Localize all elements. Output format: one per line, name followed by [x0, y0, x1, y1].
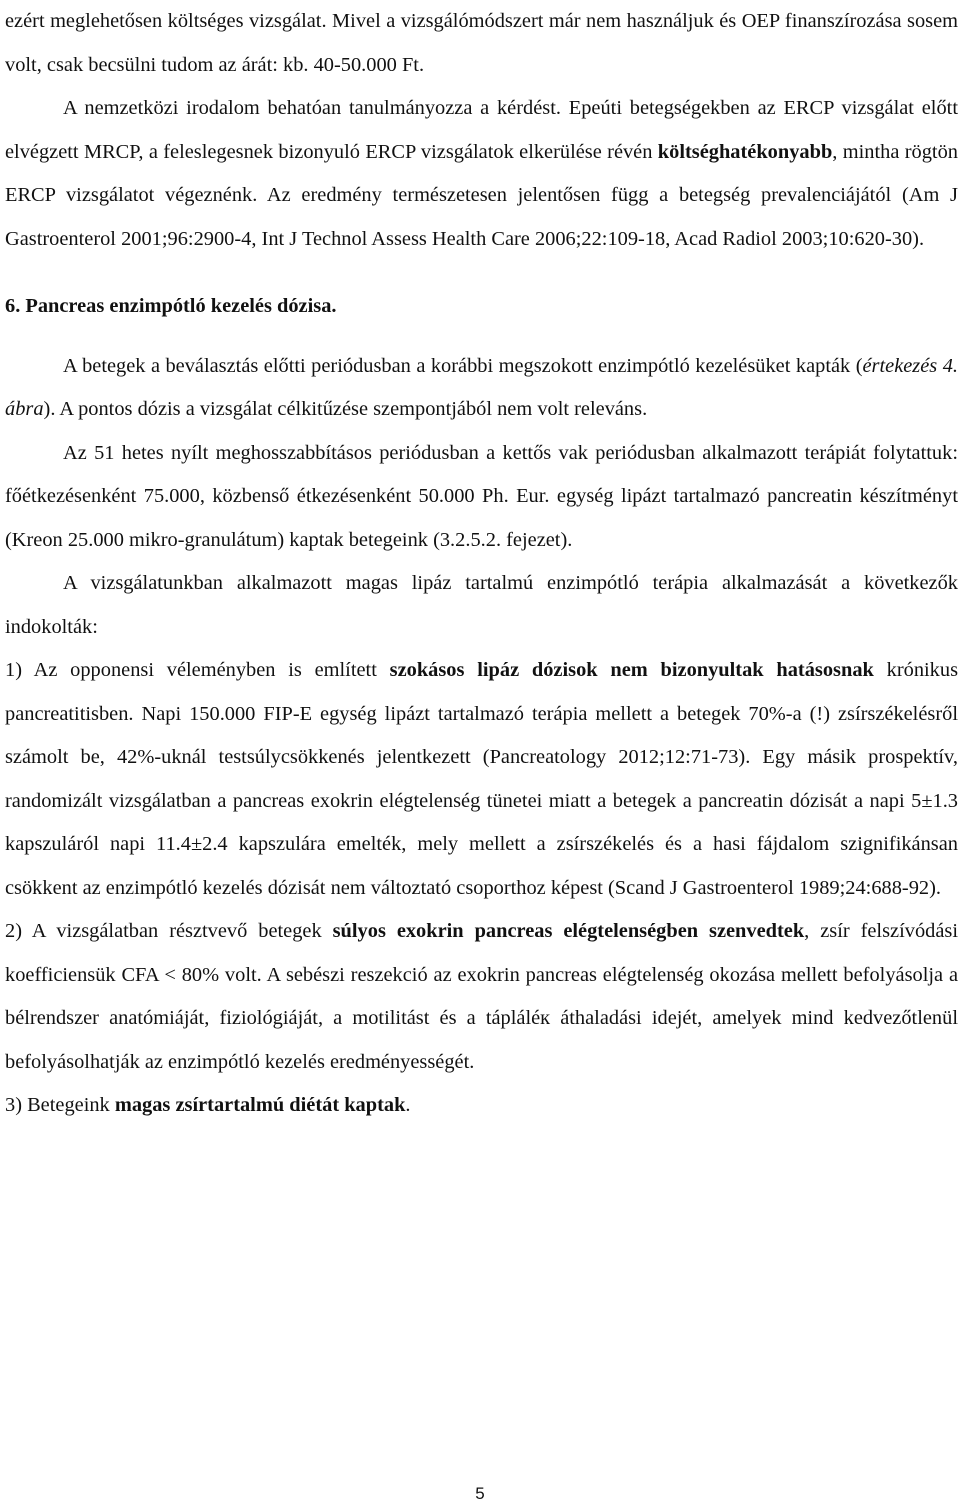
- paragraph-justification-intro: A vizsgálatunkban alkalmazott magas lipáz tartalmú enzimpótló terápia alkalmazását a következők indokolták:: [5, 572, 958, 638]
- paragraph-literature-bold: költséghatékonyabb: [657, 140, 833, 163]
- spacer: [5, 329, 958, 345]
- paragraph-reason-3-bold: magas zsírtartalmú diétát kaptak: [114, 1094, 406, 1116]
- page-number: 5: [475, 1484, 485, 1503]
- paragraph-prior-treatment-italic: értekezés 4. ábra: [5, 354, 958, 420]
- paragraph-prior-treatment-text-2: ). A pontos dózis a vizsgálat célkitűzése szempontjából nem volt releváns.: [43, 398, 648, 420]
- paragraph-reason-2: [5, 910, 958, 1084]
- paragraph-reason-3: [5, 1084, 958, 1128]
- paragraph-reason-2-bold: súlyos exokrin pancreas elégtelenségben szenvedtek: [332, 920, 805, 942]
- spacer: [5, 261, 958, 285]
- paragraph-reason-3-text-1: 3) Betegeink: [5, 1094, 115, 1116]
- paragraph-extension-period: Az 51 hetes nyílt meghosszabbításos periódusban a kettős vak periódusban alkalmazott terápiát folytattuk: főétkezésenként 75.000, közbenső étkezésenként 50.000 Ph. Eur. egység lipázt tartalmazó pancreatin készítményt (Kreon 25.000 mikro-granulátum) kaptak betegeink (3.2.5.2. fejezet).: [5, 441, 958, 551]
- paragraph-reason-1-bold: szokásos lipáz dózisok nem bizonyultak hatásosnak: [389, 659, 874, 681]
- section-heading: 6. Pancreas enzimpótló kezelés dózisa.: [5, 295, 337, 317]
- paragraph-literature-text-1: A nemzetközi irodalom behatóan tanulmányozza a kérdést. Epeúti betegségekben az ERCP vizsgálat előtt elvégzett MRCP, a feleslegesnek bizonyuló ERCP vizsgálatok elkerülése révén: [5, 97, 958, 163]
- paragraph-reason-3-text-2: .: [405, 1094, 411, 1116]
- paragraph-reason-2-text-1: 2) A vizsgálatban résztvevő betegek: [5, 920, 333, 942]
- paragraph-reason-1: [5, 649, 958, 910]
- paragraph-literature-text-2: , mintha rögtön ERCP vizsgálatot végeznénk. Az eredmény természetesen jelentősen függ a betegség prevalenciájától (Am J Gastroenterol 2001;96:2900-4, Int J Technol Assess Health Care 2006;22:109-18, Acad Radiol 2003;10:620-30).: [5, 140, 958, 250]
- paragraph-prior-treatment: [5, 345, 958, 432]
- paragraph-cost: ezért meglehetősen költséges vizsgálat. Mivel a vizsgálómódszert már nem használjuk és OEP finanszírozása sosem volt, csak becsülni tudom az árát: kb. 40-50.000 Ft.: [5, 10, 958, 76]
- paragraph-reason-1-text-2: krónikus pancreatitisben. Napi 150.000 FIP-E egység lipázt tartalmazó terápia mellett a betegek 70%-a (!) zsírszékelésről számolt be, 42%-uknál testsúlycsökkenés jelentkezett (Pancreatology 2012;12:71-73). Egy másik prospektív, randomizált vizsgálatban a pancreas exokrin elégtelenség tünetei miatt a betegek a pancreatin dózisát a napi 5±1.3 kapszuláról napi 11.4±2.4 kapszulára emelték, mely mellett a zsírszékelés és a hasi fájdalom szignifikánsan csökkent az enzimpótló kezelés dózisát nem változtató csoporthoz képest (Scand J Gastroenterol 1989;24:688-92).: [5, 659, 959, 899]
- paragraph-reason-2-text-2: , zsír felszívódási koefficiensük CFA < 80% volt. A sebészi reszekció az exokrin pancreas elégtelenség okozása mellett befolyásolja a bélrendszer anatómiáját, fiziológiáját, a motilitást és a tápláléк áthaladási idejét, amelyek mind kedvezőtlenül befolyásolhatják az enzimpótló kezelés eredményességét.: [5, 920, 958, 1073]
- paragraph-reason-1-text-1: 1) Az opponensi véleményben is említett: [5, 659, 390, 681]
- paragraph-literature: [5, 87, 958, 261]
- paragraph-prior-treatment-text-1: A betegek a beválasztás előtti periódusban a korábbi megszokott enzimpótló kezelésüket kapták (: [63, 354, 863, 377]
